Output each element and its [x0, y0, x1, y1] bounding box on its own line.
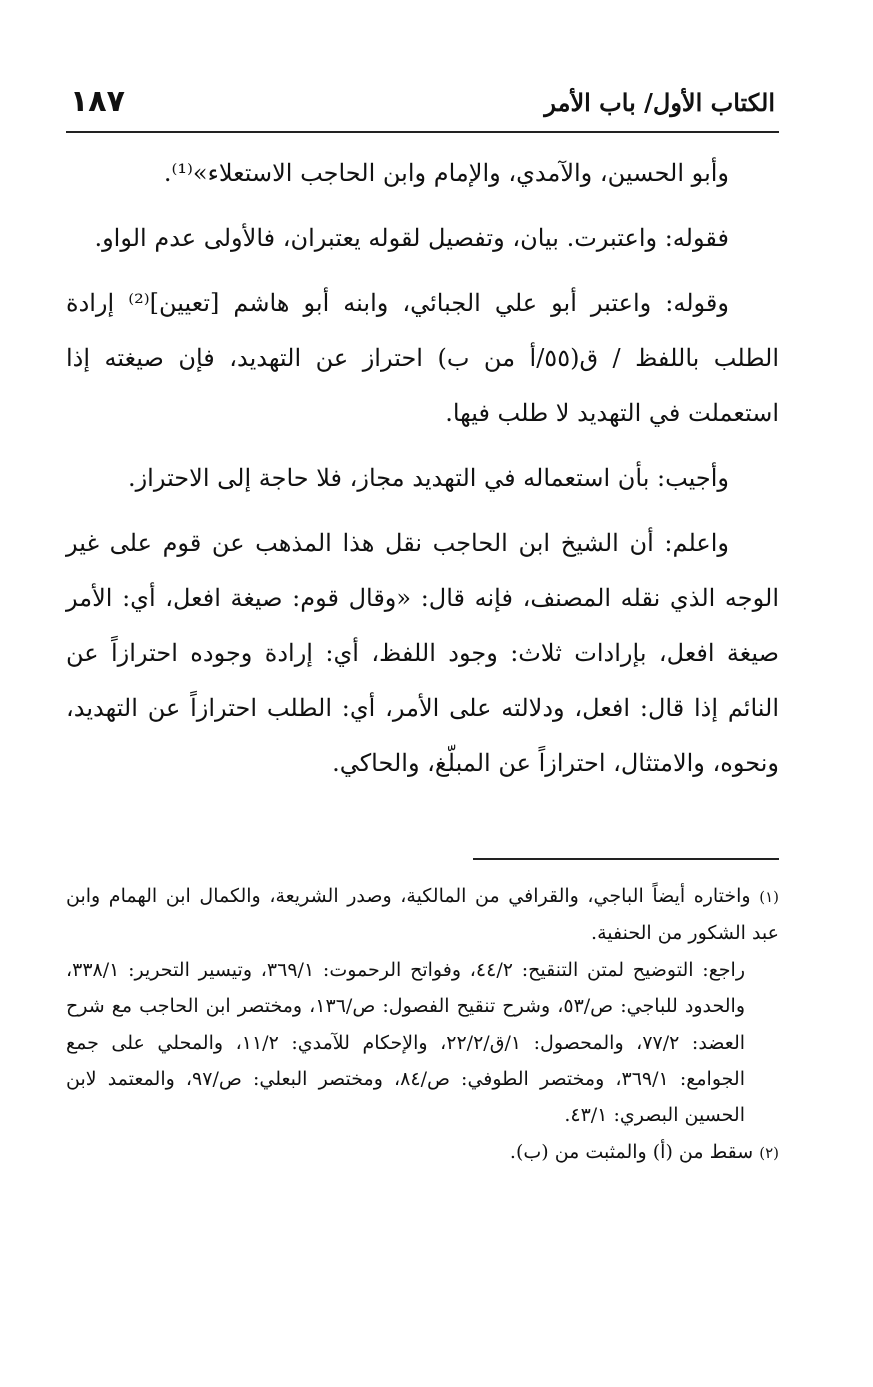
footnote-1-number: (١) — [759, 888, 779, 906]
footnote-divider — [473, 858, 779, 860]
footnote-1-text: واختاره أيضاً الباجي، والقرافي من المالكية، وصدر الشريعة، والكمال ابن الهمام وابن عبد الشكور من الحنفية. — [66, 885, 779, 945]
paragraph-5: واعلم: أن الشيخ ابن الحاجب نقل هذا المذهب عن قوم على غير الوجه الذي نقله المصنف، فإنه قال: «وقال قوم: صيغة افعل، أي: الأمر صيغة افعل، بإرادات ثلاث: وجود اللفظ، أي: إرادة وجوده احترازاً عن النائم إذا قال: افعل، ودلالته على الأمر، أي: الطلب احترازاً عن التهديد، ونحوه، والامتثال، احترازاً عن المبلّغ، والحاكي. — [66, 529, 780, 777]
header-divider — [66, 131, 779, 133]
footnote-1 — [66, 878, 779, 952]
paragraph-3: وقوله: واعتبر أبو علي الجبائي، وابنه أبو هاشم [تعيين]⁽²⁾ إرادة الطلب باللفظ / ق(٥٥/أ من ب) احتراز عن التهديد، فإن صيغته إذا استعملت في التهديد لا طلب فيها. — [66, 289, 779, 427]
footnote-1-references: راجع: التوضيح لمتن التنقيح: ٤٤/٢، وفواتح الرحموت: ٣٦٩/١، وتيسير التحرير: ٣٣٨/١، والحدود للباجي: ص/٥٣، وشرح تنقيح الفصول: ص/١٣٦، ومختصر ابن الحاجب مع شرح العضد: ٧٧/٢، والمحصول: ١/ق/٢٢/٢، والإحكام للآمدي: ١١/٢، والمحلي على جمع الجوامع: ٣٦٩/١، ومختصر الطوفي: ص/٨٤، ومختصر البعلي: ص/٩٧، والمعتمد لابن الحسين البصري: ٤٣/١. — [66, 958, 746, 1127]
paragraph-4: وأجيب: بأن استعماله في التهديد مجاز، فلا حاجة إلى الاحتراز. — [127, 464, 729, 492]
main-text — [66, 146, 779, 801]
footnote-2-number: (٢) — [759, 1143, 779, 1162]
running-head-title: الكتاب الأول/ باب الأمر — [544, 88, 775, 117]
paragraph-1: وأبو الحسين، والآمدي، والإمام وابن الحاجب الاستعلاء»⁽¹⁾. — [163, 159, 729, 187]
footnote-2-text: سقط من (أ) والمثبت من (ب). — [509, 1140, 754, 1163]
footnotes — [66, 878, 779, 1171]
page-number: ١٨٧ — [70, 84, 125, 119]
footnote-2 — [66, 1134, 779, 1171]
paragraph-2: فقوله: واعتبرت. بيان، وتفصيل لقوله يعتبران، فالأولى عدم الواو. — [94, 224, 729, 252]
